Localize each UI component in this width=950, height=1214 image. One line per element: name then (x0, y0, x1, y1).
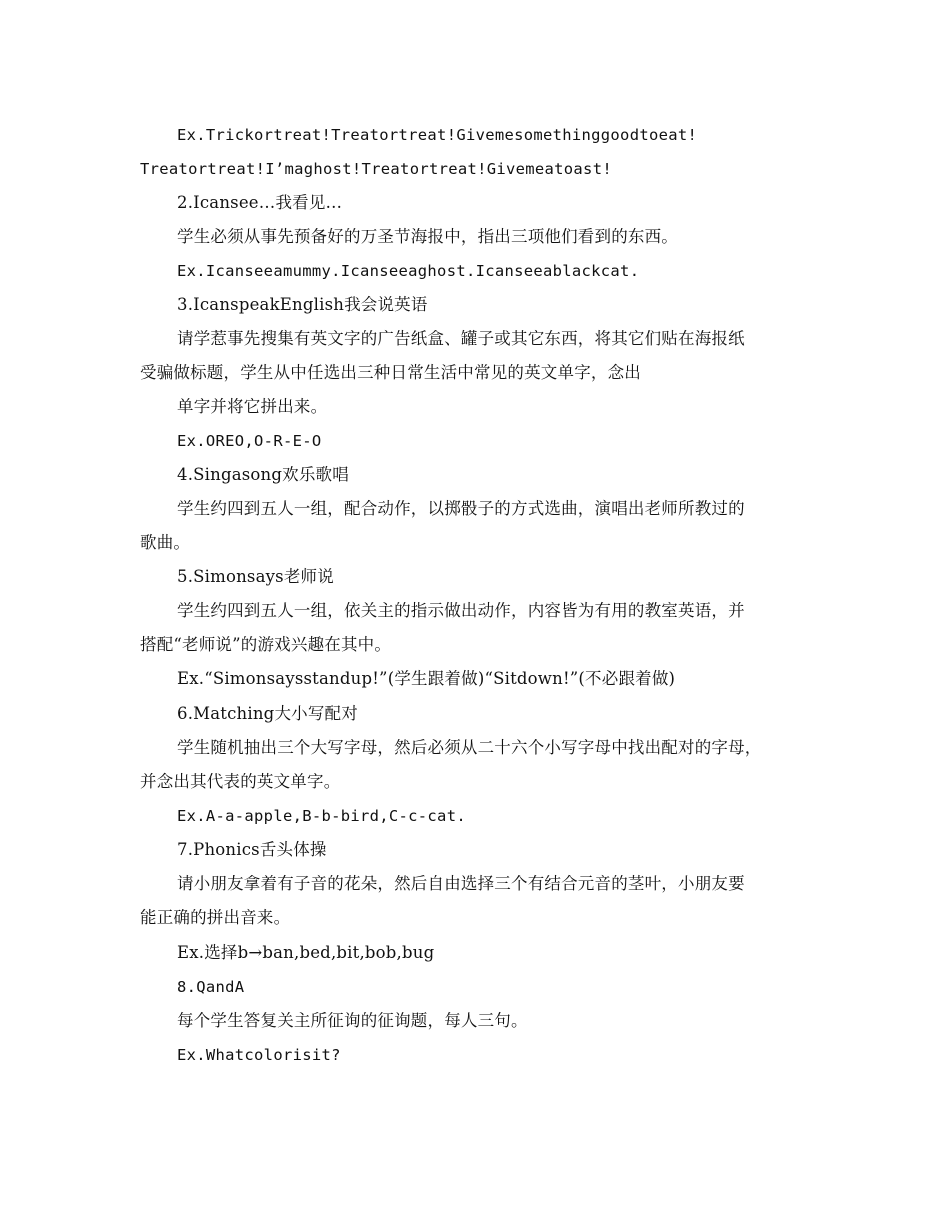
paragraph-line: 歌曲。 (140, 533, 191, 552)
paragraph-line: 受骗做标题，学生从中任选出三种日常生活中常见的英文单字，念出 (140, 363, 641, 382)
paragraph-line: 学生必须从事先预备好的万圣节海报中，指出三项他们看到的东西。 (177, 227, 678, 246)
section-heading: 7.Phonics舌头体操 (177, 840, 327, 859)
paragraph-line: 每个学生答复关主所征询的征询题，每人三句。 (177, 1011, 528, 1030)
paragraph-line: 单字并将它拼出来。 (177, 397, 328, 416)
paragraph-line: 搭配“老师说”的游戏兴趣在其中。 (140, 635, 392, 654)
section-heading: 4.Singasong欢乐歌唱 (177, 465, 349, 484)
paragraph-line: 能正确的拼出音来。 (140, 908, 291, 927)
paragraph-line: 学生约四到五人一组，依关主的指示做出动作，内容皆为有用的教室英语，并 (177, 601, 745, 620)
paragraph-line: 学生约四到五人一组，配合动作，以掷骰子的方式选曲，演唱出老师所教过的 (177, 499, 745, 518)
section-heading: 8.QandA (177, 978, 245, 996)
section-heading: 5.Simonsays老师说 (177, 567, 334, 586)
example-line: Ex.A-a-apple,B-b-bird,C-c-cat. (177, 807, 466, 825)
paragraph-line: 请学惹事先搜集有英文字的广告纸盒、罐子或其它东西，将其它们贴在海报纸 (177, 329, 745, 348)
example-line: Ex.Icanseeamummy.Icanseeaghost.Icanseeablackcat. (177, 262, 640, 280)
section-heading: 2.Icansee…我看见… (177, 193, 343, 212)
example-line: Ex.“Simonsaysstandup!”(学生跟着做)“Sitdown!”(不必跟着做) (177, 669, 676, 688)
text-line: Treatortreat!I’maghost!Treatortreat!Givemeatoast! (140, 160, 612, 178)
example-line: Ex.Trickortreat!Treatortreat!Givemesomethinggoodtoeat! (177, 126, 698, 144)
example-line: Ex.Whatcolorisit? (177, 1046, 341, 1064)
section-heading: 6.Matching大小写配对 (177, 704, 358, 723)
example-line: Ex.OREO,O-R-E-O (177, 432, 322, 450)
paragraph-line: 并念出其代表的英文单字。 (140, 772, 341, 791)
example-line: Ex.选择b→ban,bed,bit,bob,bug (177, 943, 435, 962)
paragraph-line: 学生随机抽出三个大写字母，然后必须从二十六个小写字母中找出配对的字母， (177, 738, 762, 757)
paragraph-line: 请小朋友拿着有子音的花朵，然后自由选择三个有结合元音的茎叶，小朋友要 (177, 874, 745, 893)
section-heading: 3.IcanspeakEnglish我会说英语 (177, 295, 428, 314)
